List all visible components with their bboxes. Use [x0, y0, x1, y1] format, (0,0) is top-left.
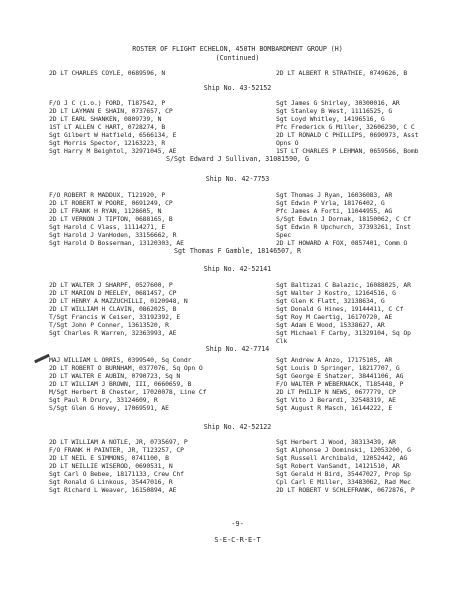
crew-left: 2D LT MARION D MEELEY, 0681457, CP — [49, 289, 177, 297]
page-number: -9- — [231, 520, 244, 528]
crew-left: 2D LT EARL SHANKEN, 0809739, N — [49, 115, 162, 123]
crew-right: Sgt Michael F Carby, 31329104, Sq Op — [276, 329, 411, 337]
crew-right: 2D LT PHILIP N NEWS, 0677779, CP — [276, 388, 396, 396]
crew-left: 2D LT NEILLIE WISEROD, 0690531, N — [49, 462, 173, 470]
ship-heading: Ship No. 42-52122 — [203, 423, 272, 431]
crew-left: 2D LT FRANK H RYAN, 1128605, N — [49, 207, 162, 215]
crew-right: Sgt Donald G Hines, 19144411, C Cf — [276, 305, 404, 313]
crew-left: Sgt Harold C Vlass, 11114271, E — [49, 223, 166, 231]
crew-left: 2D LT NEIL E SIMMONS, 0741100, B — [49, 454, 169, 462]
crew-left: 2D LT VERNON J TIPTON, 0688165, B — [49, 215, 173, 223]
crew-left: 2D LT WALTER J SHARPF, 0527600, P — [49, 281, 173, 289]
crew-right: Sgt Baltizai C Balazic, 16088025, AR — [276, 281, 411, 289]
crew-left: 2D LT LAYMAN E SHAIN, 0737657, CP — [49, 107, 173, 115]
crew-right: Sgt Herbert J Wood, 38313439, AR — [276, 438, 396, 446]
crew-center: Sgt Thomas F Gamble, 18146507, R — [173, 247, 302, 255]
intro-left: 2D LT CHARLES COYLE, 0689596, N — [49, 69, 166, 77]
crew-right: Pfc Frederick G Miller, 32606230, C C — [276, 123, 415, 131]
crew-right: Sgt Edwin P Vrla, 18176402, G — [276, 199, 385, 207]
crew-left: Sgt Richard L Weaver, 16150894, AE — [49, 486, 177, 494]
crew-left: 2D LT ROBERT W POORE, 0691249, CP — [49, 199, 173, 207]
crew-right: Sgt Loyd Whitley, 14196516, G — [276, 115, 385, 123]
ship-heading: Ship No. 42-7714 — [205, 345, 270, 353]
crew-right: 1ST LT CHARLES P LEHMAN, 0659566, Bomb — [276, 147, 419, 155]
crew-right: Sgt Alphonse J Dominski, 12053200, G — [276, 446, 411, 454]
crew-left: MAJ WILLIAM L ORRIS, 0399540, Sq Condr — [49, 356, 192, 364]
crew-left: 2D LT WILLIAM J BROWN, III, 0660659, B — [49, 380, 192, 388]
crew-right: Sgt James G Shirley, 30300016, AR — [276, 99, 400, 107]
crew-left: Sgt Carl O Bebee, 18171133, Crew Chf — [49, 470, 184, 478]
ship-heading: Ship No. 43-52152 — [203, 84, 272, 92]
crew-left: F/O ROBERT R MADDUX, T121920, P — [49, 191, 166, 199]
crew-left: Sgt Charles R Warren, 32363993, AE — [49, 329, 177, 337]
crew-right: Sgt Robert VanSandt, 14121510, AR — [276, 462, 400, 470]
crew-left: F/O FRANK H PAINTER, JR, T123257, CP — [49, 446, 184, 454]
crew-right: F/O WALTER P WEBERNACK, T185448, P — [276, 380, 404, 388]
crew-right: 2D LT HOWARD A FOX, 0857401, Comm O — [276, 239, 408, 247]
crew-left: Sgt Paul R Drury, 33124609, R — [49, 396, 158, 404]
crew-left: T/Sgt John P Conner, 13613520, R — [49, 321, 169, 329]
crew-right: Sgt Stanley B West, 11116525, G — [276, 107, 393, 115]
crew-left: Sgt Gilbert W Hatfield, 6566134, E — [49, 131, 177, 139]
crew-right: Sgt Edwin R Upchurch, 37393261, Inst — [276, 223, 411, 231]
ship-heading: Ship No. 42-7753 — [205, 175, 270, 183]
crew-left: F/O J C (i.o.) FORD, T187542, P — [49, 99, 166, 107]
crew-left: T/Sgt Francis W Ceiser, 33192392, E — [49, 313, 181, 321]
crew-right: Sgt Andrew A Anzo, 17175105, AR — [276, 356, 393, 364]
crew-left: 2D LT WILLIAM A NOTLE, JR, 0735697, P — [49, 438, 188, 446]
crew-right: Spec — [276, 231, 291, 239]
crew-right: Sgt Roy M Caertig, 16170720, AE — [276, 313, 393, 321]
crew-right: Sgt George E Shatzer, 38441106, AG — [276, 372, 404, 380]
crew-right: Clk — [276, 337, 288, 345]
document-subtitle: (Continued) — [215, 54, 260, 62]
crew-left: 2D LT HENRY A MAZZUCHILLI, 0120948, N — [49, 297, 188, 305]
crew-center: S/Sgt Edward J Sullivan, 31081590, G — [166, 155, 309, 163]
crew-right: Sgt Thomas J Ryan, 16036083, AR — [276, 191, 393, 199]
crew-right: Sgt Russell Archibald, 12052442, AG — [276, 454, 408, 462]
crew-right: Sgt Louis D Springer, 18217707, G — [276, 364, 400, 372]
crew-left: Sgt Harold D Bosserman, 13120303, AE — [49, 239, 184, 247]
crew-left: Sgt Ronald G Linkous, 35447016, R — [49, 478, 173, 486]
crew-left: 2D LT ROBERT O BURNHAM, 0377076, Sq Opn O — [49, 364, 203, 372]
crew-right: Sgt August R Masch, 16144222, E — [276, 404, 393, 412]
crew-right: S/Sgt Edwin J Dornak, 18150062, C Cf — [276, 215, 411, 223]
crew-right: Sgt Walter J Kostro, 12164516, G — [276, 289, 396, 297]
crew-right: Sgt Vito J Berardi, 32548319, AE — [276, 396, 396, 404]
crew-right: Opns O — [276, 139, 299, 147]
crew-right: Pfc James A Forti, 11044955, AG — [276, 207, 393, 215]
classification-marking: S-E-C-R-E-T — [214, 536, 261, 544]
crew-right: Sgt Gerald H Bird, 35447027, Prop Sp — [276, 470, 411, 478]
handwritten-check-mark — [34, 354, 50, 363]
crew-right: Sgt Glen K Flatt, 32138634, G — [276, 297, 385, 305]
crew-right: 2D LT RONALD C PHILLIPS, 0690973, Asst — [276, 131, 419, 139]
ship-heading: Ship No. 42-52141 — [203, 265, 272, 273]
crew-left: 2D LT WILLIAM H CLAVIN, 0862025, B — [49, 305, 177, 313]
crew-right: 2D LT ROBERT V SCHLEFRANK, 0672876, P — [276, 486, 415, 494]
crew-right: Cpl Carl E Miller, 33483062, Rad Mec — [276, 478, 411, 486]
crew-left: M/Sgt Herbert B Chester, 17020078, Line Cf — [49, 388, 207, 396]
crew-right: Sgt Adam E Wood, 15338627, AR — [276, 321, 385, 329]
intro-right: 2D LT ALBERT R STRATHIE, 0749626, B — [276, 69, 408, 77]
document-title: ROSTER OF FLIGHT ECHELON, 450TH BOMBARDMENT GROUP (H) — [132, 45, 343, 53]
crew-left: Sgt Harry M Beightol, 32971045, AE — [49, 147, 177, 155]
crew-left: S/Sgt Glen G Hovey, 17069591, AE — [49, 404, 169, 412]
crew-left: Sgt Morris Spector, 12163223, R — [49, 139, 166, 147]
crew-left: 1ST LT ALLEN C HART, 0728274, B — [49, 123, 166, 131]
crew-left: 2D LT WALTER E AUBIN, 0790723, Sq N — [49, 372, 181, 380]
crew-left: Sgt Harold J VanHoden, 33156662, R — [49, 231, 177, 239]
